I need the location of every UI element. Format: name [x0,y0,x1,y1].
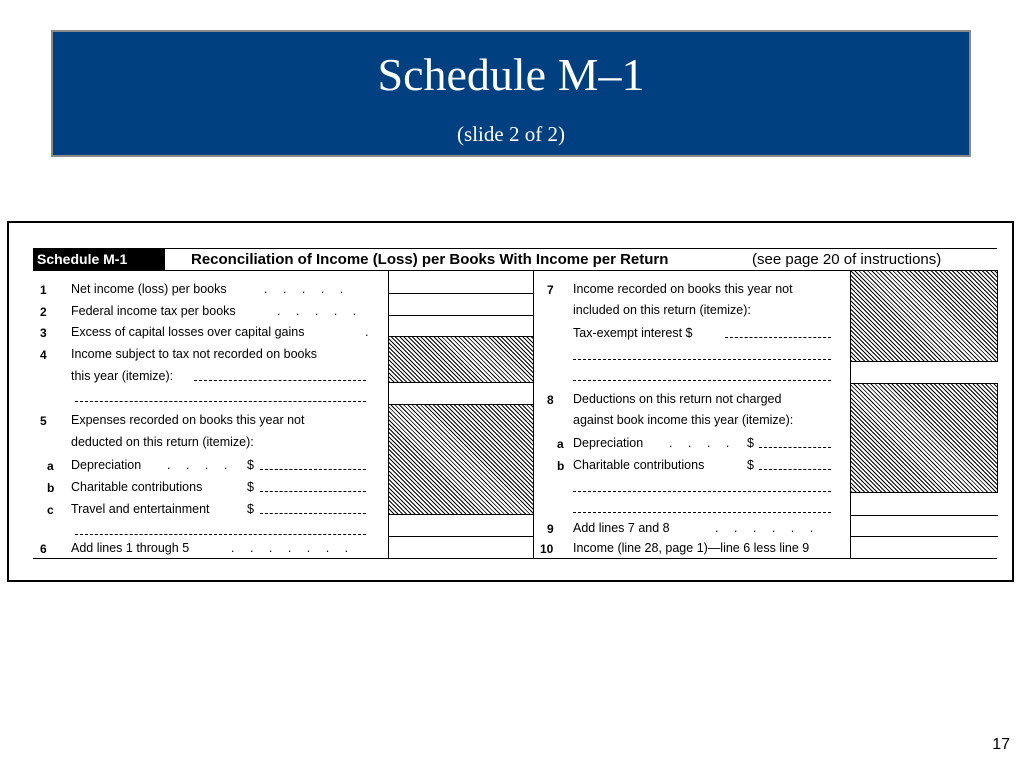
line9-leader: . . . . . . [715,521,820,535]
line8-entry-line-2 [573,512,831,513]
line5c-text: Travel and entertainment [71,502,210,516]
line6-text: Add lines 1 through 5 [71,541,190,555]
line5-number: 5 [40,414,47,428]
schedule-m1-form [7,221,1014,582]
line8-number: 8 [547,393,554,407]
line8a-leader: . . . . [669,436,736,450]
line2-number: 2 [40,305,47,319]
line5b-entry-line [260,491,366,492]
line2-amount-rule [388,315,533,316]
line8b-text: Charitable contributions [573,458,705,472]
line7-number: 7 [547,283,554,297]
line3-text: Excess of capital losses over capital gains [71,325,305,339]
line7-hatched-area [850,270,998,362]
line7-tax-exempt: Tax-exempt interest $ [573,326,693,340]
line8-hatched-area [850,383,998,493]
line5a-entry-line [260,469,366,470]
line4-text-b: this year (itemize): [71,369,174,383]
line1-text: Net income (loss) per books [71,282,227,296]
slide-title: Schedule M–1 [377,49,645,100]
line8-entry-line-1 [573,491,831,492]
line5c-letter: c [47,503,54,517]
line8-amount-rule [850,515,998,516]
line4-text-a: Income subject to tax not recorded on books [71,347,317,361]
line7-tax-entry-line [725,337,831,338]
line5a-letter: a [47,459,54,473]
line8b-dollar: $ [747,458,754,472]
line9-number: 9 [547,522,554,536]
line8a-dollar: $ [747,436,754,450]
line10-number: 10 [540,542,554,556]
line8b-letter: b [557,459,565,473]
line5a-leader: . . . . [167,458,234,472]
line6-leader: . . . . . . . [231,541,355,555]
line5a-dollar: $ [247,458,254,472]
line5-text-a: Expenses recorded on books this year not [71,413,305,427]
line5b-letter: b [47,481,55,495]
line5-entry-line-extra [75,534,366,535]
line8b-entry-line [759,469,831,470]
line1-leader: . . . . . [264,282,350,296]
line1-amount-rule [388,293,533,294]
line2-text: Federal income tax per books [71,304,236,318]
line7-text-b: included on this return (itemize): [573,303,751,317]
line7-entry-line-1 [573,359,831,360]
line3-leader: . [365,325,375,339]
line5a-text: Depreciation [71,458,142,472]
line5c-dollar: $ [247,502,254,516]
line5-amount-rule [388,536,533,537]
line4-number: 4 [40,348,47,362]
line8-text-a: Deductions on this return not charged [573,392,782,406]
line1-number: 1 [40,283,47,297]
line2-leader: . . . . . [277,304,363,318]
line8-text-b: against book income this year (itemize): [573,413,794,427]
line3-number: 3 [40,326,47,340]
line5-hatched-area [388,404,534,515]
line10-text: Income (line 28, page 1)—line 6 less line 9 [573,541,810,555]
line4-entry-line-1 [194,380,366,381]
line8a-text: Depreciation [573,436,644,450]
slide-subtitle: (slide 2 of 2) [457,122,565,146]
line7-text-a: Income recorded on books this year not [573,282,793,296]
line8a-entry-line [759,447,831,448]
slide-page-number: 17 [992,736,1010,753]
form-bottom-rule [33,558,997,559]
form-header-label: Schedule M-1 [33,248,165,270]
line4-entry-line-2 [75,401,366,402]
line9-text: Add lines 7 and 8 [573,521,670,535]
form-header-note: (see page 20 of instructions) [752,251,942,268]
form-header-title: Reconciliation of Income (Loss) per Books With Income per Return [191,251,669,268]
line8a-letter: a [557,437,564,451]
line5-text-b: deducted on this return (itemize): [71,435,254,449]
slide-title-box [51,30,971,157]
line5c-entry-line [260,513,366,514]
line4-hatched-area [388,336,534,383]
line7-entry-line-2 [573,380,831,381]
header-top-rule [33,248,997,249]
line5b-text: Charitable contributions [71,480,203,494]
line6-number: 6 [40,542,47,556]
line5b-dollar: $ [247,480,254,494]
line9-amount-rule [850,536,998,537]
